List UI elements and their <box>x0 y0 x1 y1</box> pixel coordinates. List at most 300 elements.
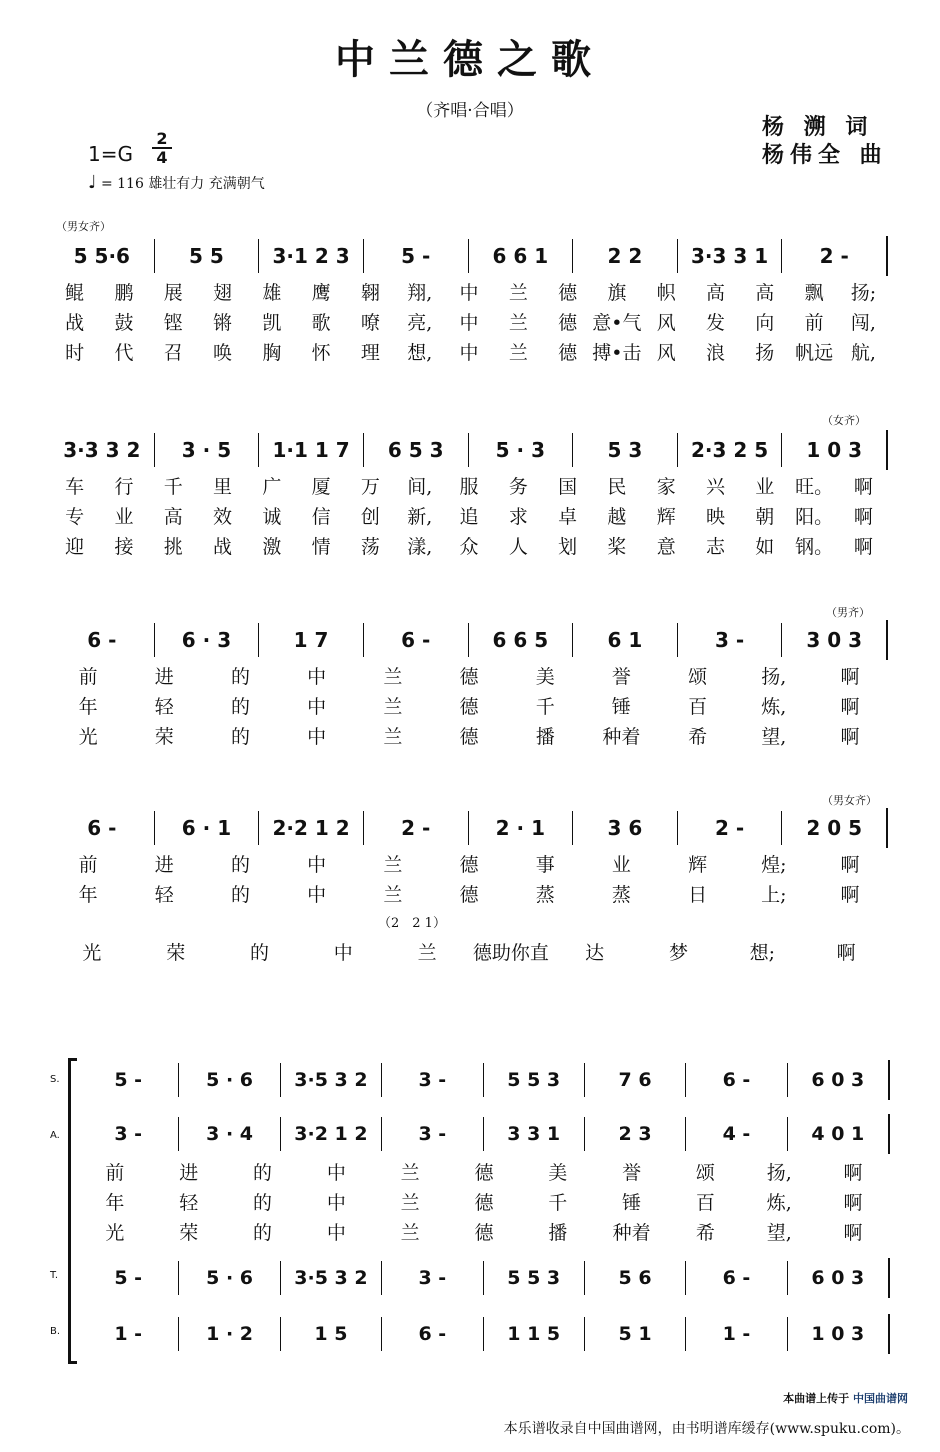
lyric-syllable: 上; <box>761 883 787 906</box>
lyric-syllable: 意 <box>656 535 676 558</box>
lyric-syllable: 前 <box>105 1161 125 1184</box>
lyric-line <box>50 500 888 530</box>
system-1 <box>50 236 888 366</box>
lyric-syllable: 啊 <box>840 665 860 688</box>
song-title: 中兰德之歌 <box>335 36 605 83</box>
measure: 6 · 1 <box>154 811 259 845</box>
lyric-syllable: 千 <box>163 475 183 498</box>
alto-part <box>78 1114 890 1154</box>
lyric-syllable: 效 <box>213 505 233 528</box>
bass-label: B. <box>50 1326 61 1337</box>
lyric-syllable: 闯, <box>850 311 876 334</box>
lyric-syllable: 光 <box>105 1221 125 1244</box>
lyric-syllable: 年 <box>78 695 98 718</box>
measure: 1 0 3 <box>787 1317 888 1351</box>
lyric-syllable: 中 <box>307 725 327 748</box>
lyric-syllable: 阳。 <box>795 505 834 528</box>
lyric-syllable: 划 <box>558 535 578 558</box>
lyric-syllable: 众 <box>459 535 479 558</box>
lyric-syllable: 啊 <box>853 535 873 558</box>
lyric-syllable: 的 <box>253 1161 273 1184</box>
lyric-syllable: 誉 <box>611 665 631 688</box>
lyric-syllable: 光 <box>82 941 102 964</box>
lyric-syllable: 歌 <box>311 311 331 334</box>
cue-male: （男齐） <box>826 606 870 619</box>
measure: 4 - <box>685 1117 786 1151</box>
measure: 2 · 1 <box>468 811 573 845</box>
lyric-syllable: 向 <box>755 311 775 334</box>
lyric-syllable: 前 <box>78 853 98 876</box>
lyric-syllable: 务 <box>508 475 528 498</box>
time-top: 2 <box>152 130 172 149</box>
lyric-syllable: 轻 <box>154 695 174 718</box>
measure: 6 6 5 <box>468 623 573 657</box>
tenor-line <box>78 1258 890 1298</box>
composer: 杨伟全 曲 <box>762 142 888 168</box>
lyric-syllable: 荣 <box>154 725 174 748</box>
lyric-line <box>50 720 888 750</box>
choral-brace <box>68 1058 77 1364</box>
lyric-syllable: 想; <box>749 941 775 964</box>
lyric-syllable: 颂 <box>695 1161 715 1184</box>
lyric-syllable: 中 <box>326 1221 346 1244</box>
lyric-syllable: 兰 <box>508 311 528 334</box>
lyric-line <box>50 530 888 560</box>
lyric-syllable: 翱 <box>360 281 380 304</box>
soprano-label: S. <box>50 1074 60 1085</box>
measure: 1 5 <box>280 1317 381 1351</box>
lyric-syllable: 啊 <box>853 475 873 498</box>
lyric-syllable: 美 <box>548 1161 568 1184</box>
lyric-line <box>50 336 888 366</box>
notation-line <box>50 808 888 848</box>
lyric-line <box>50 660 888 690</box>
lyric-syllable: 的 <box>230 665 250 688</box>
lyric-syllable: 的 <box>249 941 269 964</box>
lyric-syllable: 飘 <box>804 281 824 304</box>
lyric-syllable: 胸 <box>262 341 282 364</box>
lyric-syllable: 中 <box>459 311 479 334</box>
lyric-syllable: 种着 <box>602 725 641 748</box>
lyric-syllable: 车 <box>65 475 85 498</box>
lyric-syllable: 航, <box>850 341 876 364</box>
lyric-syllable: 德 <box>558 311 578 334</box>
lyric-line <box>50 690 888 720</box>
measure: 5 5 3 <box>483 1261 584 1295</box>
lyric-syllable: 德 <box>474 1161 494 1184</box>
lyric-syllable: 百 <box>695 1191 715 1214</box>
tenor-label: T. <box>50 1270 59 1281</box>
lyric-syllable: 种着 <box>612 1221 651 1244</box>
measure: 3·5 3 2 <box>280 1261 381 1295</box>
lyric-syllable: 嘹 <box>360 311 380 334</box>
lyric-syllable: 里 <box>213 475 233 498</box>
lyric-line <box>50 848 888 878</box>
lyric-syllable: 亮, <box>407 311 433 334</box>
lyric-syllable: 德 <box>459 665 479 688</box>
lyric-syllable: 漾, <box>407 535 433 558</box>
lyric-syllable: 高 <box>706 281 726 304</box>
measure: 1·1 1 7 <box>258 433 363 467</box>
lyric-syllable: 望, <box>761 725 787 748</box>
lyric-syllable: 志 <box>706 535 726 558</box>
measure: 6 0 3 <box>787 1063 888 1097</box>
measure: 6 5 3 <box>363 433 468 467</box>
measure: 6 0 3 <box>787 1261 888 1295</box>
lyric-syllable: 中 <box>307 665 327 688</box>
measure: 5 · 6 <box>178 1063 279 1097</box>
measure: 3·3 3 1 <box>677 239 782 273</box>
measure: 5 - <box>114 1267 143 1289</box>
lyric-syllable: 人 <box>508 535 528 558</box>
alt-notes: （2 2 1） <box>378 916 446 931</box>
lyric-syllable: 啊 <box>843 1161 863 1184</box>
upload-credit <box>783 1390 908 1406</box>
lyric-syllable: 锤 <box>622 1191 642 1214</box>
lyric-syllable: 千 <box>548 1191 568 1214</box>
measure: 3 - <box>114 1123 143 1145</box>
choral-lyrics <box>78 1156 890 1246</box>
measure: 3 · 4 <box>178 1117 279 1151</box>
lyric-syllable: 信 <box>311 505 331 528</box>
lyric-syllable: 荣 <box>179 1221 199 1244</box>
lyric-syllable: 炼, <box>761 695 787 718</box>
lyric-syllable: 桨 <box>607 535 627 558</box>
measure: 3·5 3 2 <box>280 1063 381 1097</box>
lyric-syllable: 鲲 <box>65 281 85 304</box>
lyric-syllable: 诚 <box>262 505 282 528</box>
lyric-syllable: 兰 <box>383 665 403 688</box>
lyric-syllable: 铿 <box>163 311 183 334</box>
lyric-syllable: 中 <box>326 1191 346 1214</box>
bass-part <box>78 1314 890 1354</box>
measure: 5 5 <box>154 239 259 273</box>
lyric-syllable: 兰 <box>417 941 437 964</box>
tenor-part <box>78 1258 890 1298</box>
lyric-syllable: 兰 <box>400 1191 420 1214</box>
lyric-syllable: 日 <box>688 883 708 906</box>
lyric-syllable: 轻 <box>154 883 174 906</box>
lyric-syllable: 兰 <box>383 853 403 876</box>
lyric-syllable: 蒸 <box>535 883 555 906</box>
lyric-line <box>78 1216 890 1246</box>
lyric-syllable: 的 <box>253 1221 273 1244</box>
lyric-syllable: 进 <box>154 665 174 688</box>
lyric-syllable: 的 <box>230 853 250 876</box>
lyric-syllable: 德 <box>558 281 578 304</box>
lyric-syllable: 德 <box>459 695 479 718</box>
lyric-syllable: 的 <box>230 883 250 906</box>
lyric-syllable: 希 <box>688 725 708 748</box>
lyric-syllable: 唤 <box>213 341 233 364</box>
measure: 5 3 <box>572 433 677 467</box>
lyric-syllable: 国 <box>558 475 578 498</box>
lyric-syllable: 蒸 <box>611 883 631 906</box>
measure: 1 1 5 <box>483 1317 584 1351</box>
lyric-syllable: 万 <box>360 475 380 498</box>
measure: 2 - <box>781 239 886 273</box>
lyric-syllable: 的 <box>230 725 250 748</box>
lyric-line <box>50 936 888 966</box>
lyric-syllable: 啊 <box>840 853 860 876</box>
lyric-syllable: 啊 <box>843 1221 863 1244</box>
lyric-syllable: 扬, <box>761 665 787 688</box>
lyric-syllable: 千 <box>535 695 555 718</box>
measure: 3 0 3 <box>781 623 886 657</box>
measure: 7 6 <box>584 1063 685 1097</box>
lyric-syllable: 怀 <box>311 341 331 364</box>
lyric-syllable: 前 <box>78 665 98 688</box>
system-4 <box>50 808 888 966</box>
measure: 3 - <box>677 623 782 657</box>
lyric-syllable: 年 <box>78 883 98 906</box>
lyric-syllable: 情 <box>311 535 331 558</box>
lyric-syllable: 中 <box>307 883 327 906</box>
lyric-syllable: 专 <box>65 505 85 528</box>
quarter-note-icon: ♩ <box>88 172 97 193</box>
lyric-syllable: 如 <box>755 535 775 558</box>
measure: 4 0 1 <box>787 1117 888 1151</box>
lyric-syllable: 德 <box>474 1191 494 1214</box>
tempo-expression: 雄壮有力 充满朝气 <box>148 176 265 192</box>
lyricist: 杨 溯 词 <box>762 114 874 140</box>
measure: 2·3 2 5 <box>677 433 782 467</box>
lyric-syllable: 翅 <box>213 281 233 304</box>
notation-line <box>50 430 888 470</box>
measure: 2 - <box>677 811 782 845</box>
lyric-syllable: 业 <box>114 505 134 528</box>
lyric-syllable: 荡 <box>360 535 380 558</box>
system-2 <box>50 430 888 560</box>
lyric-syllable: 兰 <box>400 1221 420 1244</box>
lyric-line <box>78 1186 890 1216</box>
lyric-syllable: 年 <box>105 1191 125 1214</box>
lyric-line <box>78 1156 890 1186</box>
lyric-syllable: 辉 <box>688 853 708 876</box>
notation-line <box>50 620 888 660</box>
measure: 3 6 <box>572 811 677 845</box>
time-bottom: 4 <box>156 148 168 167</box>
lyric-syllable: 达 <box>585 941 605 964</box>
lyric-syllable: 中 <box>326 1161 346 1184</box>
lyric-syllable: 煌; <box>761 853 787 876</box>
measure: 2 2 <box>572 239 677 273</box>
measure: 3·1 2 3 <box>258 239 363 273</box>
lyric-syllable: 新, <box>407 505 433 528</box>
measure: 6 6 1 <box>468 239 573 273</box>
lyric-syllable: 辉 <box>656 505 676 528</box>
lyric-syllable: 高 <box>163 505 183 528</box>
lyric-syllable: 挑 <box>163 535 183 558</box>
lyric-syllable: 搏•击 <box>592 341 642 364</box>
lyric-syllable: 播 <box>548 1221 568 1244</box>
lyric-syllable: 激 <box>262 535 282 558</box>
lyric-syllable: 荣 <box>166 941 186 964</box>
lyric-syllable: 旗 <box>607 281 627 304</box>
lyric-syllable: 扬, <box>766 1161 792 1184</box>
lyric-syllable: 厦 <box>311 475 331 498</box>
time-signature <box>152 130 172 166</box>
lyric-syllable: 接 <box>114 535 134 558</box>
measure: 5 · 3 <box>468 433 573 467</box>
lyric-syllable: 轻 <box>179 1191 199 1214</box>
measure: 1 - <box>685 1317 786 1351</box>
measure: 5 · 6 <box>178 1261 279 1295</box>
lyric-syllable: 理 <box>360 341 380 364</box>
lyric-syllable: 锵 <box>213 311 233 334</box>
measure: 3 - <box>381 1261 482 1295</box>
lyric-syllable: 间, <box>407 475 433 498</box>
lyric-syllable: 中 <box>459 281 479 304</box>
measure: 2 - <box>363 811 468 845</box>
measure: 6 - <box>363 623 468 657</box>
measure: 6 - <box>381 1317 482 1351</box>
lyric-syllable: 誉 <box>622 1161 642 1184</box>
subtitle: （齐唱·合唱） <box>416 101 524 121</box>
lyric-syllable: 帜 <box>656 281 676 304</box>
lyric-syllable: 啊 <box>853 505 873 528</box>
lyric-syllable: 迎 <box>65 535 85 558</box>
lyric-syllable: 中 <box>307 695 327 718</box>
soprano-line <box>78 1060 890 1100</box>
lyric-syllable: 朝 <box>755 505 775 528</box>
cue-female: （女齐） <box>822 414 866 427</box>
lyric-syllable: 兴 <box>706 475 726 498</box>
lyric-syllable: 百 <box>688 695 708 718</box>
cue-mixed-2: （男女齐） <box>822 794 877 807</box>
lyric-syllable: 鹏 <box>114 281 134 304</box>
system-4-lyrics <box>50 848 888 966</box>
lyric-syllable: 求 <box>508 505 528 528</box>
lyric-syllable: 鹰 <box>311 281 331 304</box>
lyric-syllable: 德 <box>558 341 578 364</box>
lyric-syllable: 中 <box>333 941 353 964</box>
lyric-syllable: 旺。 <box>795 475 834 498</box>
lyric-syllable: 德 <box>459 725 479 748</box>
lyric-syllable: 中 <box>307 853 327 876</box>
lyric-syllable: 服 <box>459 475 479 498</box>
footer-note: 本乐谱收录自中国曲谱网，由书明谱库缓存(www.spuku.com)。 <box>503 1421 910 1437</box>
lyric-syllable: 扬; <box>850 281 877 304</box>
lyric-syllable: 凯 <box>262 311 282 334</box>
lyric-syllable: 事 <box>535 853 555 876</box>
lyric-syllable: 兰 <box>383 883 403 906</box>
measure: 3 - <box>381 1117 482 1151</box>
measure: 2 3 <box>584 1117 685 1151</box>
lyric-syllable: 的 <box>253 1191 273 1214</box>
measure: 1 - <box>114 1323 143 1345</box>
lyric-syllable: 兰 <box>400 1161 420 1184</box>
tempo-marking <box>88 172 265 193</box>
lyric-syllable: 广 <box>262 475 282 498</box>
measure: 3·2 1 2 <box>280 1117 381 1151</box>
lyric-syllable: 业 <box>611 853 631 876</box>
lyric-syllable: 前 <box>804 311 824 334</box>
lyric-syllable: 钢。 <box>795 535 834 558</box>
lyric-syllable: 民 <box>607 475 627 498</box>
lyric-syllable: 锤 <box>611 695 631 718</box>
soprano-part <box>78 1060 890 1100</box>
lyric-syllable: 创 <box>360 505 380 528</box>
lyric-syllable: 浪 <box>706 341 726 364</box>
measure: 6 - <box>685 1063 786 1097</box>
lyric-syllable: 梦 <box>668 941 688 964</box>
key-signature: 1=G <box>88 142 133 166</box>
lyric-syllable: 啊 <box>840 725 860 748</box>
lyric-syllable: 扬 <box>755 341 775 364</box>
lyric-syllable: 家 <box>656 475 676 498</box>
lyric-syllable: 雄 <box>262 281 282 304</box>
notation-line <box>50 236 888 276</box>
site-logo[interactable]: 中国曲谱网 <box>853 1392 908 1405</box>
lyric-syllable: 德 <box>459 853 479 876</box>
measure: 3 - <box>381 1063 482 1097</box>
lyric-syllable: 炼, <box>766 1191 792 1214</box>
lyric-syllable: 时 <box>65 341 85 364</box>
lyric-syllable: 风 <box>656 341 676 364</box>
lyric-syllable: 进 <box>179 1161 199 1184</box>
lyric-syllable: 发 <box>706 311 726 334</box>
measure: 1 7 <box>258 623 363 657</box>
lyric-syllable: 战 <box>213 535 233 558</box>
alto-label: A. <box>50 1130 60 1141</box>
lyric-syllable: 战 <box>65 311 85 334</box>
tempo-bpm: = 116 <box>100 176 144 192</box>
measure: 5 5·6 <box>73 244 130 268</box>
lyric-line <box>50 470 888 500</box>
lyric-syllable: 啊 <box>843 1191 863 1214</box>
system-3 <box>50 620 888 750</box>
lyric-syllable: 啊 <box>840 695 860 718</box>
measure: 1 · 2 <box>178 1317 279 1351</box>
lyric-syllable: 卓 <box>558 505 578 528</box>
lyric-syllable: 美 <box>535 665 555 688</box>
lyric-syllable: 望, <box>766 1221 792 1244</box>
lyric-syllable: 兰 <box>383 725 403 748</box>
lyric-syllable: 德助你直 <box>472 941 549 964</box>
lyric-syllable: 的 <box>230 695 250 718</box>
lyric-syllable: 想, <box>407 341 433 364</box>
lyric-line <box>50 276 888 306</box>
lyric-syllable: 播 <box>535 725 555 748</box>
lyric-line <box>50 878 888 908</box>
measure: 6 1 <box>572 623 677 657</box>
measure: 5 5 3 <box>483 1063 584 1097</box>
lyric-syllable: 兰 <box>508 341 528 364</box>
lyric-syllable: 帆远 <box>795 341 834 364</box>
measure: 6 · 3 <box>154 623 259 657</box>
upload-text: 本曲谱上传于 <box>783 1392 850 1405</box>
measure: 5 - <box>114 1069 143 1091</box>
lyric-syllable: 兰 <box>508 281 528 304</box>
lyric-syllable: 召 <box>163 341 183 364</box>
lyric-syllable: 兰 <box>383 695 403 718</box>
measure: 3·3 3 2 <box>63 438 141 462</box>
lyric-syllable: 意•气 <box>592 311 642 334</box>
lyric-syllable: 翔, <box>407 281 433 304</box>
measure: 6 - <box>87 628 117 652</box>
measure: 2·2 1 2 <box>258 811 363 845</box>
measure: 3 · 5 <box>154 433 259 467</box>
lyric-syllable: 光 <box>78 725 98 748</box>
bass-line <box>78 1314 890 1354</box>
measure: 5 1 <box>584 1317 685 1351</box>
alto-line <box>78 1114 890 1154</box>
measure: 2 0 5 <box>781 811 886 845</box>
lyric-syllable: 啊 <box>840 883 860 906</box>
lyric-line <box>50 306 888 336</box>
lyric-syllable: 行 <box>114 475 134 498</box>
